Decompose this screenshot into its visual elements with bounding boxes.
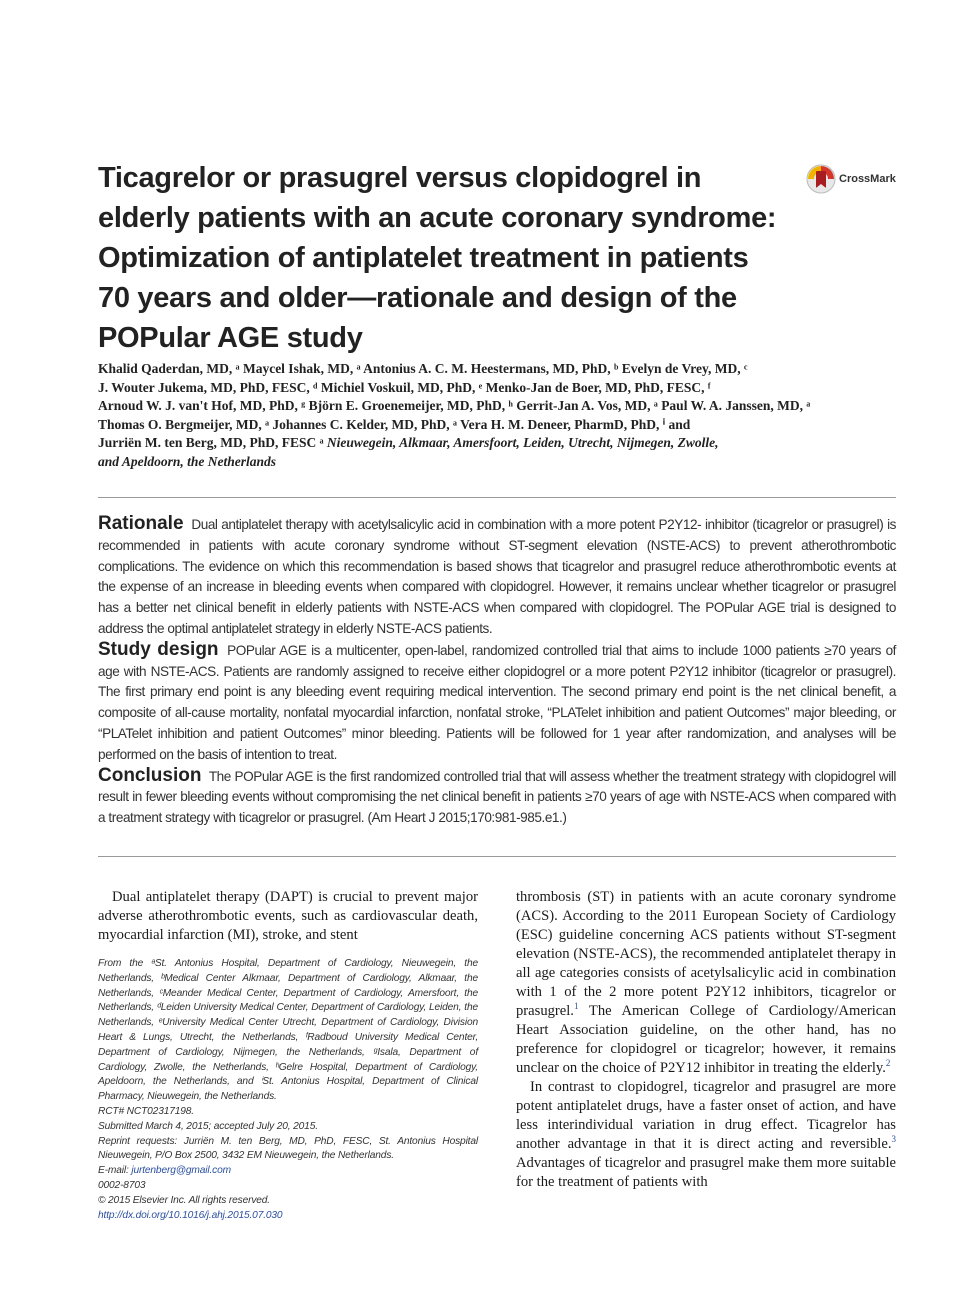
reprint-note: Reprint requests: Jurriën M. ten Berg, MD, PhD, FESC, St. Antonius Hospital Nieuwegein, P/O Box 2500, 3432 EM Nieuwegein, the Netherlands. [98,1135,478,1162]
body-paragraph: thrombosis (ST) in patients with an acute coronary syndrome (ACS). According to the 2011 European Society of Cardiology (ESC) guideline concerning ACS patients without ST-segment elevation (NSTE-ACS), the recommended antiplatelet therapy in all age categories consists of acetylsalicylic acid in combination with 1 of the 2 more potent P2Y12 inhibitors, ticagrelor or prasugrel.$^1$ The American College of Cardiology/American Heart Association guideline, on the other hand, has no preference for clopidogrel or ticagrelor; however, it remains unclear on the choice of P2Y12 inhibitor in treating the elderly.$^2$ [516,889,896,1076]
abstract [98,514,896,829]
affiliations-note: From the ᵃSt. Antonius Hospital, Department of Cardiology, Nieuwegein, the Netherlands, ᵇMedical Center Alkmaar, Department of Cardiology, Alkmaar, the Netherlands, ᶜMeander Medical Center, Department of Cardiology, Amersfoort, the Netherlands, ᵈLeiden University Medical Center, Department of Cardiology, Leiden, the Netherlands, ᵉUniversity Medical Center Utrecht, Department of Cardiology, Division Heart & Lungs, Utrecht, the Netherlands, ᶠRadboud University Medical Center, Department of Cardiology, Nijmegen, the Netherlands, ᵍIsala, Department of Cardiology, Zwolle, the Netherlands, ʰGelre Hospital, Department of Cardiology, Apeldoorn, the Netherlands, and ⁱSt. Antonius Hospital, Department of Clinical Pharmacy, Nieuwegein, the Netherlands. [98,958,478,1103]
abstract-study-design [98,640,896,766]
title-line: 70 years and older—rationale and design of the [98,282,737,314]
author-line: Thomas O. Bergmeijer, MD, ᵃ Johannes C. Kelder, MD, PhD, ᵃ Vera H. M. Deneer, PharmD, PhD, ⁱ and [98,416,691,432]
right-column-body [516,888,896,1192]
reference-link[interactable]: 1 [573,1001,579,1012]
left-column-body [98,888,478,945]
title-line: Ticagrelor or prasugrel versus clopidogrel in [98,162,702,194]
issn-note: 0002-8703 [98,1179,146,1191]
study-design-text: POPular AGE is a multicenter, open-label, randomized controlled trial that aims to include 1000 patients ≥70 years of age with NSTE-ACS. Patients are randomly assigned to receive either clopidogrel or a more potent P2Y12 inhibitor (ticagrelor or prasugrel). The first primary end point is any bleeding event requiring medical intervention. The second primary end point is the net clinical benefit, a composite of all-cause mortality, nonfatal myocardial infarction, nonfatal stroke, “PLATelet inhibition and patient Outcomes” major bleeding, or “PLATelet inhibition and patient Outcomes” minor bleeding. Patients will be followed for 1 year after randomization, and analyses will be performed on the basis of intention to treat. [98,642,897,762]
reference-link[interactable]: 2 [885,1058,891,1069]
abstract-conclusion [98,766,896,829]
copyright-note: © 2015 Elsevier Inc. All rights reserved. [98,1194,270,1206]
body-paragraph: In contrast to clopidogrel, ticagrelor and prasugrel are more potent antiplatelet drugs, have a faster onset of action, and have less interindividual variation in drug effect. Ticagrelor has another advantage in that it is direct acting and reversible.$^3$ Advantages of ticagrelor and prasugrel make them more suitable for the treatment of patients with [516,1079,896,1190]
crossmark-icon [806,163,836,195]
email-link[interactable]: jurtenberg@gmail.com [131,1165,231,1177]
divider-bottom [98,856,896,857]
author-line-with-places: Jurriën M. ten Berg, MD, PhD, FESC ᵃ Nieuwegein, Alkmaar, Amersfoort, Leiden, Utrecht, Nijmegen, Zwolle, [98,435,719,451]
title-line: POPular AGE study [98,322,363,354]
author-line [98,453,898,472]
author-list [98,360,898,472]
rct-note: RCT# NCT02317198. [98,1105,194,1117]
crossmark-label: CrossMark [839,173,896,185]
divider-top [98,497,896,498]
title-line: elderly patients with an acute coronary syndrome: [98,202,777,234]
rationale-heading: Rationale [98,513,184,534]
affiliation-places-cont: and Apeldoorn, the Netherlands [98,453,277,469]
crossmark-badge[interactable] [806,162,896,196]
conclusion-heading: Conclusion [98,764,202,786]
affiliation-places: Nieuwegein, Alkmaar, Amersfoort, Leiden, Utrecht, Nijmegen, Zwolle, [326,435,719,451]
reference-link[interactable]: 3 [891,1134,896,1145]
email-note: E-mail: jurtenberg@gmail.com [98,1165,231,1177]
submitted-note: Submitted March 4, 2015; accepted July 20, 2015. [98,1120,318,1132]
conclusion-text: The POPular AGE is the first randomized controlled trial that will assess whether the treatment strategy with clopidogrel will result in fewer bleeding events without compromising the net clinical benefit in patients ≥70 years of age with NSTE-ACS when compared with a treatment strategy with ticagrelor or prasugrel. (Am Heart J 2015;170:981-985.e1.) [98,768,896,826]
abstract-rationale [98,514,896,640]
author-line: J. Wouter Jukema, MD, PhD, FESC, ᵈ Michiel Voskuil, MD, PhD, ᵉ Menko-Jan de Boer, MD, PhD, FESC, ᶠ [98,379,711,395]
doi-link[interactable]: http://dx.doi.org/10.1016/j.ahj.2015.07.030 [98,1209,283,1221]
article-title [98,158,818,358]
author-line: Arnoud W. J. van't Hof, MD, PhD, ᵍ Björn E. Groenemeijer, MD, PhD, ʰ Gerrit-Jan A. Vos, MD, ᵃ Paul W. A. Janssen, MD, ᵃ [98,398,811,414]
footnotes [98,957,478,1223]
body-paragraph: Dual antiplatelet therapy (DAPT) is crucial to prevent major adverse atherothrombotic events, such as cardiovascular death, myocardial infarction (MI), stroke, and stent [98,889,478,943]
author-line: Khalid Qaderdan, MD, ᵃ Maycel Ishak, MD, ᵃ Antonius A. C. M. Heestermans, MD, PhD, ᵇ Evelyn de Vrey, MD, ᶜ [98,361,748,376]
rationale-text: Dual antiplatelet therapy with acetylsalicylic acid in combination with a more potent P2Y12- inhibitor (ticagrelor or prasugrel) is recommended in patients with acute coronary syndrome without ST-segment elevation (NSTE-ACS) to prevent atherothrombotic complications. The evidence on which this recommendation is based shows that ticagrelor and prasugrel reduce atherothrombotic events at the expense of an increase in bleeding events when compared with clopidogrel. However, it remains unclear whether ticagrelor or prasugrel has a better net clinical benefit in elderly patients with NSTE-ACS when compared with clopidogrel. The POPular AGE trial is designed to address the optimal antiplatelet strategy in elderly NSTE-ACS patients. [98,517,897,636]
study-design-heading: Study design [98,638,219,660]
title-line: Optimization of antiplatelet treatment in patients [98,242,749,274]
